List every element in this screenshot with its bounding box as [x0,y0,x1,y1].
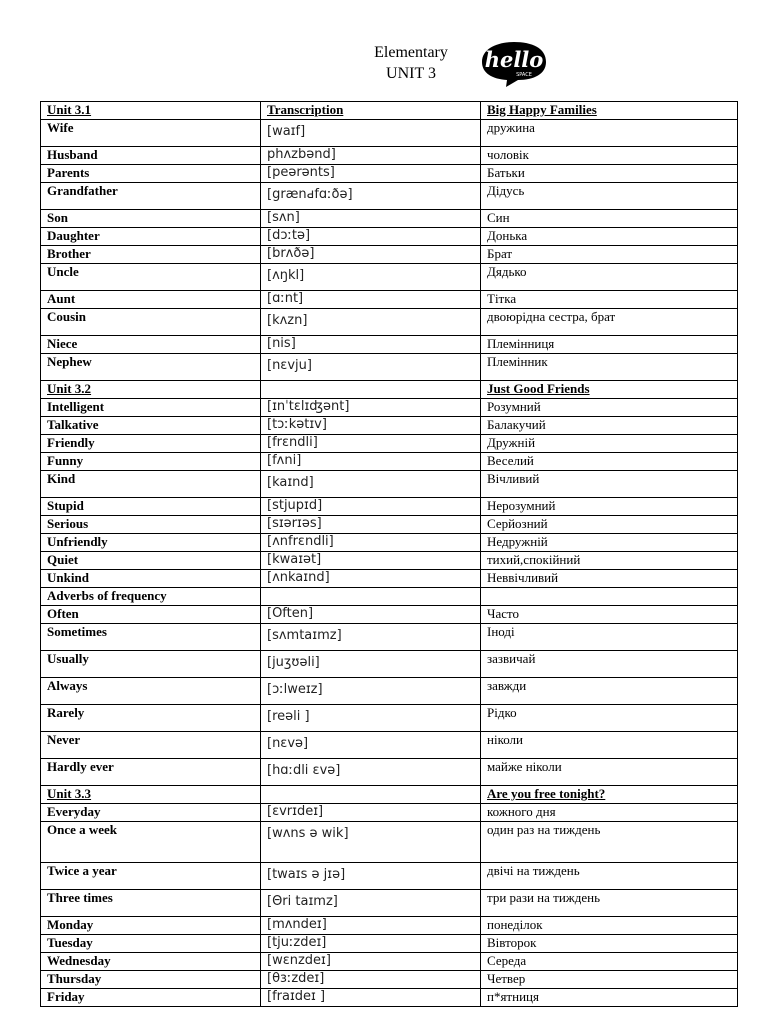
translation-cell: Just Good Friends [481,381,738,399]
transcription-cell: [nɛvju] [261,354,481,381]
word-cell: Unkind [41,570,261,588]
table-row [41,210,738,228]
table-row [41,971,738,989]
transcription-cell: [fraɪdeɪ ] [261,989,481,1007]
word-cell: Wednesday [41,953,261,971]
transcription-cell [261,588,481,606]
table-row [41,651,738,678]
table-row [41,935,738,953]
translation-cell: Дідусь [481,183,738,210]
word-cell: Sometimes [41,624,261,651]
transcription-cell: [ʌnkaɪnd] [261,570,481,588]
word-cell: Aunt [41,291,261,309]
word-cell: Always [41,678,261,705]
word-cell: Daughter [41,228,261,246]
word-cell: Niece [41,336,261,354]
translation-cell: кожного дня [481,804,738,822]
transcription-cell: [frɛndli] [261,435,481,453]
word-cell: Adverbs of frequency [41,588,261,606]
word-cell: Son [41,210,261,228]
translation-cell: Середа [481,953,738,971]
word-cell: Unit 3.3 [41,786,261,804]
table-row [41,102,738,120]
translation-cell: Big Happy Families [481,102,738,120]
word-cell: Monday [41,917,261,935]
transcription-cell: phʌzbənd] [261,147,481,165]
transcription-cell: [wɛnzdeɪ] [261,953,481,971]
transcription-cell: [ɔːlweɪz] [261,678,481,705]
table-row [41,678,738,705]
table-row [41,989,738,1007]
transcription-cell: [kwaɪət] [261,552,481,570]
transcription-cell: [dɔːtə] [261,228,481,246]
translation-cell: Дядько [481,264,738,291]
translation-cell: Дружній [481,435,738,453]
word-cell: Usually [41,651,261,678]
table-row [41,890,738,917]
word-cell: Husband [41,147,261,165]
transcription-cell: [θɜːzdeɪ] [261,971,481,989]
word-cell: Cousin [41,309,261,336]
table-row [41,804,738,822]
transcription-cell: Transcription [261,102,481,120]
translation-cell: Вівторок [481,935,738,953]
word-cell: Unit 3.2 [41,381,261,399]
table-row [41,228,738,246]
word-cell: Wife [41,120,261,147]
table-row [41,435,738,453]
translation-cell: зазвичай [481,651,738,678]
word-cell: Intelligent [41,399,261,417]
translation-cell: Серйозний [481,516,738,534]
transcription-cell: [ɛvrɪdeɪ] [261,804,481,822]
table-row [41,917,738,935]
word-cell: Thursday [41,971,261,989]
translation-cell: понеділок [481,917,738,935]
table-row [41,588,738,606]
table-row [41,534,738,552]
transcription-cell: [twaɪs ə jɪə] [261,863,481,890]
word-cell: Once a week [41,822,261,863]
word-cell: Unit 3.1 [41,102,261,120]
table-row [41,246,738,264]
translation-cell: чоловік [481,147,738,165]
logo-subtext: SPACE [516,72,532,78]
translation-cell: тихий,спокійний [481,552,738,570]
table-row [41,399,738,417]
translation-cell: дружина [481,120,738,147]
translation-cell: Нерозумний [481,498,738,516]
transcription-cell: [waɪf] [261,120,481,147]
word-cell: Funny [41,453,261,471]
transcription-cell: [reəli ] [261,705,481,732]
translation-cell: двоюрідна сестра, брат [481,309,738,336]
table-row [41,624,738,651]
translation-cell: Син [481,210,738,228]
transcription-cell [261,786,481,804]
word-cell: Unfriendly [41,534,261,552]
transcription-cell: [ɑːnt] [261,291,481,309]
word-cell: Quiet [41,552,261,570]
translation-cell: Брат [481,246,738,264]
translation-cell [481,588,738,606]
title-block [340,42,482,84]
transcription-cell: [nis] [261,336,481,354]
transcription-cell: [juʒʊəli] [261,651,481,678]
transcription-cell: [wʌns ə wik] [261,822,481,863]
table-row [41,291,738,309]
word-cell: Uncle [41,264,261,291]
table-row [41,822,738,863]
translation-cell: Недружній [481,534,738,552]
translation-cell: один раз на тиждень [481,822,738,863]
translation-cell: три рази на тиждень [481,890,738,917]
translation-cell: Балакучий [481,417,738,435]
word-cell: Serious [41,516,261,534]
transcription-cell: [ɪnˈtɛlɪʤənt] [261,399,481,417]
translation-cell: Тітка [481,291,738,309]
word-cell: Kind [41,471,261,498]
translation-cell: Племінник [481,354,738,381]
word-cell: Hardly ever [41,759,261,786]
table-row [41,606,738,624]
transcription-cell: [Θri taɪmz] [261,890,481,917]
translation-cell: двічі на тиждень [481,863,738,890]
translation-cell: Часто [481,606,738,624]
table-row [41,264,738,291]
table-row [41,183,738,210]
transcription-cell: [kaɪnd] [261,471,481,498]
word-cell: Parents [41,165,261,183]
transcription-cell: [peərənts] [261,165,481,183]
word-cell: Tuesday [41,935,261,953]
transcription-cell: [kʌzn] [261,309,481,336]
translation-cell: Неввічливий [481,570,738,588]
table-row [41,786,738,804]
transcription-cell: [fʌni] [261,453,481,471]
transcription-cell: [hɑːdli ɛvə] [261,759,481,786]
transcription-cell: [tɔːkətɪv] [261,417,481,435]
table-row [41,705,738,732]
word-cell: Talkative [41,417,261,435]
translation-cell: майже ніколи [481,759,738,786]
table-row [41,336,738,354]
vocabulary-table-body [41,102,738,1007]
translation-cell: Племінниця [481,336,738,354]
transcription-cell: [grænԁfɑːðə] [261,183,481,210]
word-cell: Often [41,606,261,624]
table-row [41,516,738,534]
table-row [41,381,738,399]
translation-cell: п*ятниця [481,989,738,1007]
word-cell: Friday [41,989,261,1007]
transcription-cell: [tjuːzdeɪ] [261,935,481,953]
translation-cell: Веселий [481,453,738,471]
table-row [41,570,738,588]
transcription-cell: [brʌðə] [261,246,481,264]
translation-cell: Іноді [481,624,738,651]
transcription-cell: [ʌŋkl] [261,264,481,291]
word-cell: Grandfather [41,183,261,210]
translation-cell: Рідко [481,705,738,732]
level-title: Elementary [374,44,448,61]
hello-space-logo [476,40,552,88]
transcription-cell: [Often] [261,606,481,624]
transcription-cell: [stjupɪd] [261,498,481,516]
translation-cell: Вічливий [481,471,738,498]
transcription-cell: [sʌmtaɪmz] [261,624,481,651]
word-cell: Nephew [41,354,261,381]
word-cell: Brother [41,246,261,264]
translation-cell: Are you free tonight? [481,786,738,804]
unit-title: UNIT 3 [386,65,436,82]
translation-cell: ніколи [481,732,738,759]
transcription-cell: [sʌn] [261,210,481,228]
table-row [41,552,738,570]
table-row [41,953,738,971]
vocabulary-table [40,101,738,1007]
translation-cell: Донька [481,228,738,246]
translation-cell: завжди [481,678,738,705]
translation-cell: Батьки [481,165,738,183]
transcription-cell: [nɛvə] [261,732,481,759]
word-cell: Three times [41,890,261,917]
translation-cell: Четвер [481,971,738,989]
table-row [41,759,738,786]
word-cell: Stupid [41,498,261,516]
word-cell: Rarely [41,705,261,732]
table-row [41,120,738,147]
transcription-cell: [ʌnfrɛndli] [261,534,481,552]
table-row [41,863,738,890]
table-row [41,354,738,381]
logo-text: hello [484,47,544,72]
translation-cell: Розумний [481,399,738,417]
table-row [41,453,738,471]
word-cell: Never [41,732,261,759]
table-row [41,471,738,498]
table-row [41,165,738,183]
table-row [41,147,738,165]
word-cell: Twice a year [41,863,261,890]
transcription-cell: [mʌndeɪ] [261,917,481,935]
transcription-cell [261,381,481,399]
page-header [0,40,768,100]
table-row [41,732,738,759]
transcription-cell: [sɪərɪəs] [261,516,481,534]
table-row [41,417,738,435]
table-row [41,309,738,336]
word-cell: Friendly [41,435,261,453]
table-row [41,498,738,516]
word-cell: Everyday [41,804,261,822]
